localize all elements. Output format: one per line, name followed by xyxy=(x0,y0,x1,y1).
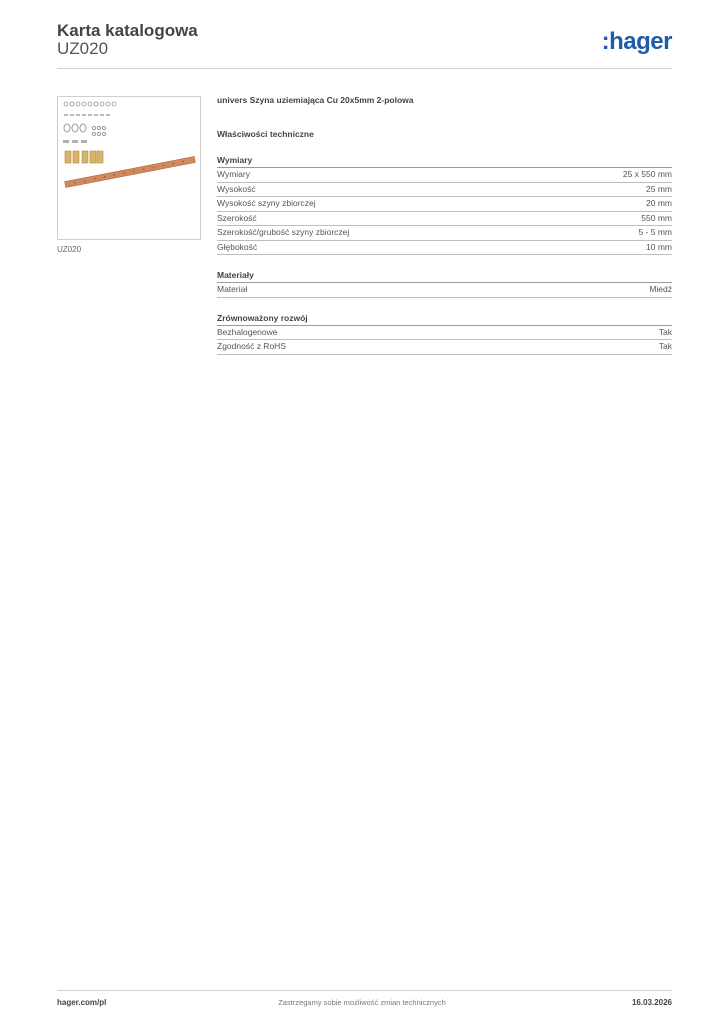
document-title: Karta katalogowa xyxy=(57,21,198,40)
spec-row-value: Miedź xyxy=(649,284,672,294)
spec-row xyxy=(217,197,672,212)
spec-row-label: Głębokość xyxy=(217,241,258,252)
spec-row-value: 20 mm xyxy=(646,198,672,208)
spec-group-title: Zrównoważony rozwój xyxy=(217,312,308,323)
hager-logo[interactable]: :hager xyxy=(601,28,672,55)
spec-row-value: Tak xyxy=(658,341,672,351)
spec-row xyxy=(217,283,672,298)
spec-row xyxy=(217,212,672,227)
product-image xyxy=(57,96,201,240)
spec-row-value: 25 mm xyxy=(646,183,672,194)
spec-group-title: Wymiary xyxy=(217,155,253,165)
spec-table xyxy=(217,282,672,298)
spec-group-title: Materiały xyxy=(217,270,254,280)
spec-row-label: Szerokość xyxy=(217,212,257,223)
spec-groups xyxy=(217,154,672,355)
spec-row-value: 10 mm xyxy=(646,241,672,252)
footer-website-link[interactable]: hager.com/pl xyxy=(57,998,107,1007)
product-image-caption: UZ020 xyxy=(57,245,82,254)
spec-row xyxy=(217,340,672,355)
spec-row xyxy=(217,183,672,198)
spec-row-label: Materiał xyxy=(217,284,248,294)
spec-table xyxy=(217,325,672,355)
spec-section-title: Właściwości techniczne xyxy=(217,129,314,139)
spec-row-label: Bezhalogenowe xyxy=(217,326,278,337)
spec-row-label: Wymiary xyxy=(217,169,250,179)
product-title: univers Szyna uziemiająca Cu 20x5mm 2-polowa xyxy=(217,95,414,105)
spec-row-value: 25 x 550 mm xyxy=(622,169,672,179)
spec-row xyxy=(217,168,672,183)
product-image-drawing xyxy=(58,97,201,240)
spec-row-value: 5 - 5 mm xyxy=(638,227,672,237)
spec-table xyxy=(217,167,672,255)
product-code: UZ020 xyxy=(57,39,109,58)
footer-date: 16.03.2026 xyxy=(631,998,672,1007)
spec-row xyxy=(217,226,672,241)
spec-row-label: Zgodność z RoHS xyxy=(217,341,286,351)
spec-row-label: Szerokość/grubość szyny zbiorczej xyxy=(217,227,350,237)
spec-row-label: Wysokość szyny zbiorczej xyxy=(217,198,316,208)
spec-row-value: 550 mm xyxy=(641,212,672,223)
spec-panel xyxy=(217,94,672,355)
spec-row xyxy=(217,241,672,256)
header-divider xyxy=(57,68,672,69)
spec-row-label: Wysokość xyxy=(217,183,256,194)
spec-row-value: Tak xyxy=(658,326,672,337)
spec-row xyxy=(217,326,672,341)
footer-disclaimer: Zastrzegamy sobie możliwość zmian technicznych xyxy=(278,998,446,1007)
footer-divider xyxy=(57,990,672,991)
